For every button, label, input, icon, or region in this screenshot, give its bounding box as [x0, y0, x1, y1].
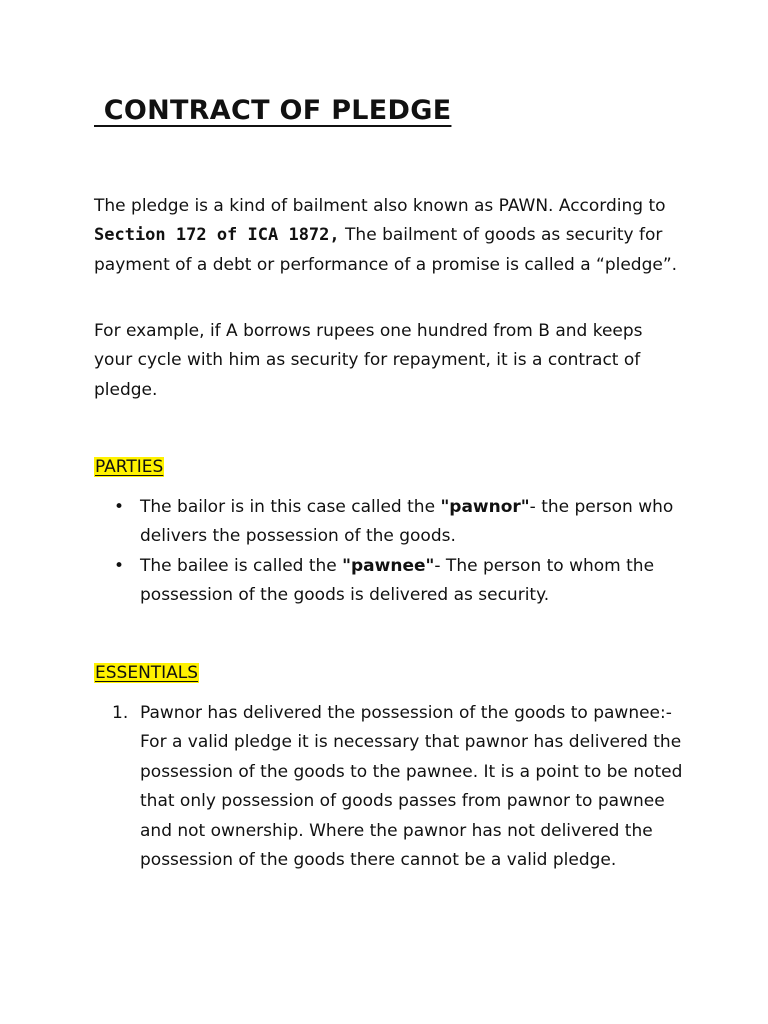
- essentials-heading: [94, 661, 199, 685]
- list-item-text: Pawnor has delivered the possession of the goods to pawnee:-For a valid pledge it is necessary that pawnor has delivered the possession of the goods to the pawnee. It is a point to be noted that only possession of goods passes from pawnor to pawnee and not ownership. Where the pawnor has not delivered the possession of the goods there cannot be a valid pledge.: [140, 703, 683, 871]
- list-item-term: "pawnor": [440, 497, 530, 517]
- bullet-icon: •: [114, 497, 125, 517]
- essentials-list: [94, 699, 686, 875]
- parties-list: [94, 493, 686, 611]
- essentials-heading-label: ESSENTIALS: [95, 663, 199, 683]
- list-item-term: "pawnee": [342, 555, 435, 576]
- list-item-text: - the person who delivers the possession of the goods.: [140, 497, 674, 547]
- parties-heading: [94, 455, 164, 479]
- intro-text-start: The pledge is a kind of bailment also known as PAWN. According to: [94, 196, 666, 216]
- intro-section-reference: Section 172 of ICA 1872,: [94, 225, 340, 246]
- intro-paragraph: [94, 192, 686, 280]
- list-item: [94, 493, 686, 552]
- example-paragraph: For example, if A borrows rupees one hundred from B and keeps your cycle with him as security for repayment, it is a contract of pledge.: [94, 321, 643, 400]
- list-item-text: - The person to whom the possession of the goods is delivered as security.: [140, 555, 655, 606]
- list-item-text: The bailee is called the: [140, 555, 343, 576]
- list-item: [94, 552, 686, 611]
- list-item: [94, 699, 686, 875]
- document-title: CONTRACT OF PLEDGE: [94, 95, 452, 126]
- parties-heading-label: PARTIES: [95, 457, 164, 477]
- list-item-text: The bailor is in this case called the: [140, 497, 441, 517]
- bullet-icon: •: [114, 555, 125, 576]
- list-number: 1.: [112, 703, 129, 723]
- intro-text-end: The bailment of goods as security for payment of a debt or performance of a promise is called a “pledge”.: [94, 225, 678, 275]
